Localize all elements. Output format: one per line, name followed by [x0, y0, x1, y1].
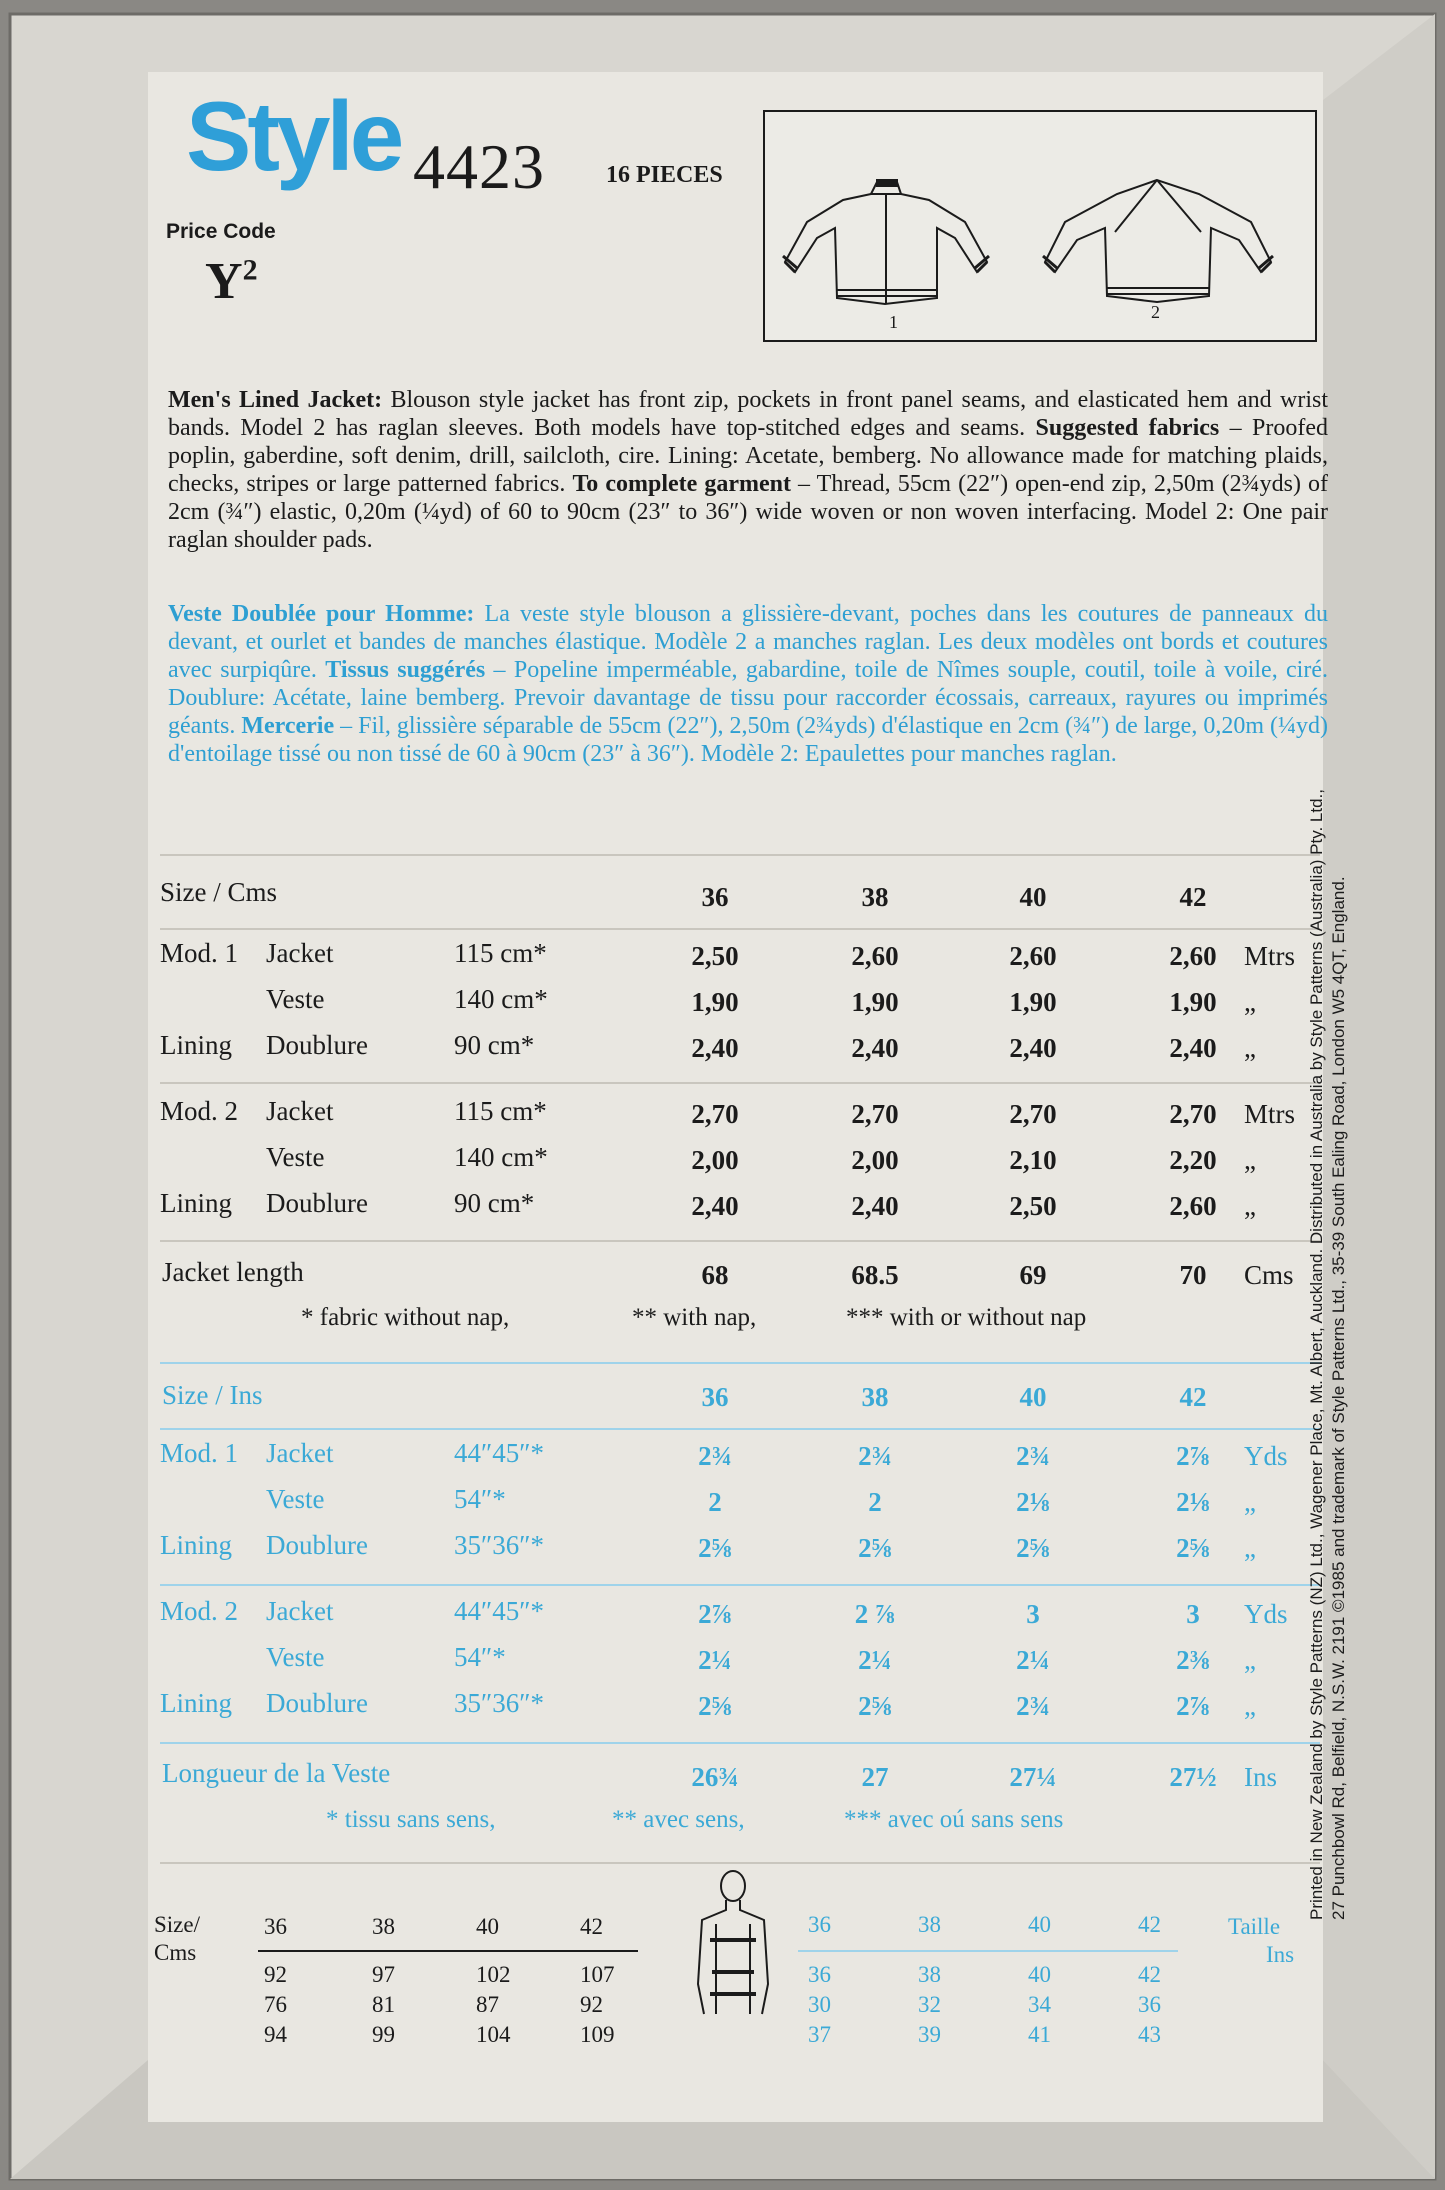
body-cm-value: 102 — [476, 1962, 511, 1987]
body-in-value: 30 — [808, 1992, 831, 2017]
metric-row-4-value: 2,20 — [1169, 1145, 1217, 1175]
body-right-label-2: Ins — [1266, 1942, 1295, 1967]
imperial-row-0-value: 2⅞ — [1176, 1441, 1210, 1471]
body-cm-size: 42 — [580, 1914, 603, 1939]
rule-imperial-mid — [160, 1584, 1320, 1586]
metric-row-2-value: 2,40 — [851, 1033, 899, 1063]
imperial-footnote-2: ** avec sens, — [612, 1806, 745, 1833]
body-left-label-2: Cms — [154, 1940, 197, 1965]
metric-row-3-value: 2,70 — [851, 1099, 899, 1129]
metric-row-3-value: 2,70 — [1169, 1099, 1217, 1129]
body-in-value: 40 — [1028, 1962, 1051, 1987]
illustration-label-2: 2 — [1151, 302, 1160, 322]
imperial-row-1-garment: Veste — [266, 1484, 325, 1514]
rule-imperial-top — [160, 1362, 1320, 1364]
rule-imperial-bottom — [160, 1742, 1320, 1744]
imperial-row-2-value: 2⅝ — [698, 1533, 732, 1563]
metric-row-3-width: 115 cm* — [454, 1096, 547, 1126]
imperial-row-4-garment: Veste — [266, 1642, 325, 1672]
rule-metric-mid — [160, 1082, 1320, 1084]
body-cm-value: 107 — [580, 1962, 615, 1987]
metric-row-4-value: 2,00 — [851, 1145, 899, 1175]
metric-length-42: 70 — [1179, 1260, 1207, 1290]
metric-row-4-unit: „ — [1244, 1145, 1256, 1175]
rule-metric-bottom — [160, 1240, 1320, 1242]
metric-row-5-value: 2,40 — [851, 1191, 899, 1221]
body-cm-value: 87 — [476, 1992, 499, 2017]
body-cm-size: 40 — [476, 1914, 499, 1939]
price-code-label: Price Code — [166, 220, 276, 243]
metric-row-1-value: 1,90 — [691, 987, 739, 1017]
body-in-value: 43 — [1138, 2022, 1161, 2047]
imperial-length-38: 27 — [861, 1762, 889, 1792]
rule-metric-top — [160, 854, 1320, 856]
metric-row-3-value: 2,70 — [1009, 1099, 1057, 1129]
body-in-value: 38 — [918, 1962, 941, 1987]
metric-row-0-width: 115 cm* — [454, 938, 547, 968]
body-cm-value: 94 — [264, 2022, 287, 2047]
metric-row-3-model: Mod. 2 — [160, 1096, 239, 1126]
metric-length-38: 68.5 — [851, 1260, 899, 1290]
body-left-label-1: Size/ — [154, 1912, 200, 1937]
imperial-row-2-value: 2⅝ — [858, 1533, 892, 1563]
body-in-rule — [798, 1950, 1178, 1952]
brand-logo: Style — [186, 81, 401, 191]
metric-row-3-garment: Jacket — [266, 1096, 334, 1126]
imperial-row-2-value: 2⅝ — [1176, 1533, 1210, 1563]
body-in-value: 36 — [808, 1962, 831, 1987]
rule-imperial-header — [160, 1428, 1320, 1430]
publisher-side-text — [1306, 789, 1350, 1920]
imperial-length-unit: Ins — [1244, 1762, 1277, 1792]
body-in-value: 36 — [1138, 1992, 1161, 2017]
imperial-row-3-width: 44″45″* — [454, 1596, 544, 1626]
imperial-size-40: 40 — [1019, 1382, 1047, 1412]
body-in-size: 40 — [1028, 1912, 1051, 1937]
body-in-value: 39 — [918, 2022, 941, 2047]
body-cm-size: 38 — [372, 1914, 395, 1939]
imperial-row-1-value: 2 — [868, 1487, 882, 1517]
imperial-row-3-value: 2 ⅞ — [854, 1599, 896, 1629]
imperial-length-36: 26¾ — [691, 1762, 739, 1792]
body-in-value: 42 — [1138, 1962, 1161, 1987]
body-right-label-1: Taille — [1228, 1914, 1281, 1939]
rule-metric-header — [160, 928, 1320, 930]
metric-row-2-unit: „ — [1244, 1033, 1256, 1063]
body-cm-value: 97 — [372, 1962, 395, 1987]
imperial-row-3-garment: Jacket — [266, 1596, 334, 1626]
metric-length-label: Jacket length — [162, 1257, 304, 1287]
description-en-fabrics-label: Suggested fabrics — [1035, 415, 1220, 441]
description-french — [168, 600, 1328, 768]
illustration-box — [763, 110, 1317, 342]
imperial-row-0-model: Mod. 1 — [160, 1438, 239, 1468]
body-in-value: 41 — [1028, 2022, 1051, 2047]
metric-row-2-model: Lining — [160, 1030, 232, 1060]
metric-size-38: 38 — [861, 882, 889, 912]
imperial-row-2-value: 2⅝ — [1016, 1533, 1050, 1563]
imperial-row-3-value: 3 — [1026, 1599, 1040, 1629]
metric-row-4-value: 2,00 — [691, 1145, 739, 1175]
imperial-row-5-value: 2⅞ — [1176, 1691, 1210, 1721]
metric-size-36: 36 — [701, 882, 729, 912]
metric-row-5-value: 2,50 — [1009, 1191, 1057, 1221]
metric-row-4-value: 2,10 — [1009, 1145, 1057, 1175]
imperial-row-0-value: 2¾ — [858, 1441, 892, 1471]
imperial-row-0-width: 44″45″* — [454, 1438, 544, 1468]
imperial-row-1-value: 2⅛ — [1016, 1487, 1050, 1517]
imperial-row-4-unit: „ — [1244, 1645, 1256, 1675]
metric-row-0-garment: Jacket — [266, 938, 334, 968]
metric-row-1-garment: Veste — [266, 984, 325, 1014]
publisher-line-2: 27 Punchbowl Rd, Belfield, N.S.W. 2191 ©1985 and trademark of Style Patterns Ltd., 35-39 South Ealing Road, London W5 4QT, England. — [1329, 876, 1348, 1920]
imperial-row-0-unit: Yds — [1244, 1441, 1288, 1471]
imperial-row-2-unit: „ — [1244, 1533, 1256, 1563]
metric-length-40: 69 — [1019, 1260, 1047, 1290]
imperial-row-1-unit: „ — [1244, 1487, 1256, 1517]
metric-row-4-garment: Veste — [266, 1142, 325, 1172]
imperial-footnote-1: * tissu sans sens, — [326, 1806, 496, 1833]
description-fr-title: Veste Doublée pour Homme: — [168, 601, 475, 627]
body-in-size: 42 — [1138, 1912, 1161, 1937]
metric-footnote-2: ** with nap, — [632, 1304, 757, 1331]
imperial-row-5-value: 2¾ — [1016, 1691, 1050, 1721]
imperial-row-1-value: 2⅛ — [1176, 1487, 1210, 1517]
metric-row-1-value: 1,90 — [1169, 987, 1217, 1017]
price-code — [205, 252, 258, 311]
imperial-row-3-unit: Yds — [1244, 1599, 1288, 1629]
metric-row-5-model: Lining — [160, 1188, 232, 1218]
imperial-length-42: 27½ — [1169, 1762, 1217, 1792]
metric-row-2-value: 2,40 — [1169, 1033, 1217, 1063]
body-cm-value: 81 — [372, 1992, 395, 2017]
imperial-row-5-value: 2⅝ — [858, 1691, 892, 1721]
imperial-footnote-3: *** avec oú sans sens — [844, 1806, 1064, 1833]
metric-row-5-garment: Doublure — [266, 1188, 368, 1218]
illustration-label-1: 1 — [889, 312, 898, 332]
metric-row-2-width: 90 cm* — [454, 1030, 535, 1060]
metric-row-1-value: 1,90 — [1009, 987, 1057, 1017]
imperial-row-5-model: Lining — [160, 1688, 232, 1718]
imperial-row-5-width: 35″36″* — [454, 1688, 544, 1718]
body-figure-icon — [688, 1864, 778, 2034]
imperial-size-36: 36 — [701, 1382, 729, 1412]
description-english — [168, 386, 1328, 554]
metric-length-unit: Cms — [1244, 1260, 1294, 1290]
imperial-row-3-value: 2⅞ — [698, 1599, 732, 1629]
imperial-row-4-value: 2¼ — [698, 1645, 732, 1675]
metric-row-0-value: 2,60 — [1169, 941, 1217, 971]
body-cm-size: 36 — [264, 1914, 287, 1939]
body-cm-value: 76 — [264, 1992, 287, 2017]
price-code-sup: 2 — [242, 253, 258, 287]
metric-row-5-value: 2,60 — [1169, 1191, 1217, 1221]
metric-row-1-unit: „ — [1244, 987, 1256, 1017]
imperial-row-0-value: 2¾ — [1016, 1441, 1050, 1471]
description-fr-notions-label: Mercerie — [241, 713, 335, 739]
imperial-size-38: 38 — [861, 1382, 889, 1412]
description-en-text3: – Thread, 55cm (22″) open-end zip, 2,50m (2¾yds) of 2cm (¾″) elastic, 0,20m (¼yd) of 60 to 90cm (23″ to 36″) wide woven or non woven interfacing. Model 2: One pair raglan shoulder pads. — [168, 471, 1328, 553]
pattern-number: 4423 — [413, 131, 545, 202]
description-fr-fabrics-label: Tissus suggérés — [325, 657, 486, 683]
imperial-row-5-garment: Doublure — [266, 1688, 368, 1718]
jacket-model-1-drawing — [783, 180, 989, 304]
metric-row-0-model: Mod. 1 — [160, 938, 239, 968]
metric-row-2-value: 2,40 — [1009, 1033, 1057, 1063]
imperial-row-5-value: 2⅝ — [698, 1691, 732, 1721]
price-code-letter: Y — [205, 253, 243, 310]
metric-row-1-width: 140 cm* — [454, 984, 548, 1014]
metric-row-4-width: 140 cm* — [454, 1142, 548, 1172]
imperial-row-4-value: 2¼ — [858, 1645, 892, 1675]
metric-length-36: 68 — [701, 1260, 729, 1290]
imperial-row-0-value: 2¾ — [698, 1441, 732, 1471]
imperial-length-40: 27¼ — [1009, 1762, 1057, 1792]
body-in-size: 38 — [918, 1912, 941, 1937]
body-in-value: 34 — [1028, 1992, 1051, 2017]
imperial-row-4-value: 2¼ — [1016, 1645, 1050, 1675]
metric-row-0-value: 2,50 — [691, 941, 739, 971]
metric-size-40: 40 — [1019, 882, 1047, 912]
imperial-length-label: Longueur de la Veste — [162, 1758, 391, 1788]
body-cm-value: 99 — [372, 2022, 395, 2047]
description-en-title: Men's Lined Jacket: — [168, 387, 383, 413]
imperial-row-2-garment: Doublure — [266, 1530, 368, 1560]
metric-footnote-3: *** with or without nap — [846, 1304, 1087, 1331]
imperial-row-4-value: 2⅜ — [1176, 1645, 1210, 1675]
metric-row-1-value: 1,90 — [851, 987, 899, 1017]
metric-row-2-garment: Doublure — [266, 1030, 368, 1060]
description-en-complete-label: To complete garment — [572, 471, 791, 497]
metric-row-3-value: 2,70 — [691, 1099, 739, 1129]
metric-footnote-1: * fabric without nap, — [301, 1304, 510, 1331]
imperial-row-3-model: Mod. 2 — [160, 1596, 239, 1626]
metric-row-2-value: 2,40 — [691, 1033, 739, 1063]
publisher-line-1: Printed in New Zealand by Style Patterns (NZ) Ltd., Wagener Place, Mt. Albert, Auckland. Distributed in Australia by Style Patterns (Australia) Pty. Ltd., — [1307, 789, 1326, 1920]
body-cm-value: 92 — [264, 1962, 287, 1987]
metric-row-3-unit: Mtrs — [1244, 1099, 1296, 1129]
imperial-row-2-width: 35″36″* — [454, 1530, 544, 1560]
description-fr-text1: La veste style blouson a glissière-devant, poches dans les coutures de panneaux du devant, et ourlet et bandes de manches élastique. Modèle 2 a manches raglan. Les deux modèles ont bords et coutures avec surpiqûre. — [168, 601, 1328, 683]
imperial-row-0-garment: Jacket — [266, 1438, 334, 1468]
body-in-value: 37 — [808, 2022, 831, 2047]
jacket-illustrations — [765, 112, 1315, 340]
metric-row-0-value: 2,60 — [851, 941, 899, 971]
metric-row-0-unit: Mtrs — [1244, 941, 1296, 971]
imperial-row-5-unit: „ — [1244, 1691, 1256, 1721]
imperial-row-2-model: Lining — [160, 1530, 232, 1560]
metric-row-5-unit: „ — [1244, 1191, 1256, 1221]
body-cm-value: 92 — [580, 1992, 603, 2017]
imperial-row-1-value: 2 — [708, 1487, 722, 1517]
jacket-model-2-drawing — [1043, 180, 1273, 302]
imperial-size-42: 42 — [1179, 1382, 1207, 1412]
description-fr-text3: – Fil, glissière séparable de 55cm (22″), 2,50m (2¾yds) d'élastique en 2cm (¾″) de large, 0,20m (¼yd) d'entoilage tissé ou non tissé de 60 à 90cm (23″ à 36″). Modèle 2: Epaulettes pour manches raglan. — [168, 713, 1328, 767]
metric-row-5-width: 90 cm* — [454, 1188, 535, 1218]
metric-row-0-value: 2,60 — [1009, 941, 1057, 971]
imperial-row-4-width: 54″* — [454, 1642, 506, 1672]
body-cm-rule — [258, 1950, 638, 1952]
body-in-size: 36 — [808, 1912, 831, 1937]
description-en-text1: Blouson style jacket has front zip, pockets in front panel seams, and elasticated hem and wrist bands. Model 2 has raglan sleeves. Both models have top-stitched edges and seams. — [168, 387, 1328, 441]
imperial-header-label: Size / Ins — [162, 1380, 263, 1410]
description-en-text2: – Proofed poplin, gaberdine, soft denim, drill, sailcloth, cire. Lining: Acetate, bemberg. No allowance made for matching plaids, checks, stripes or large patterned fabrics. — [168, 415, 1328, 497]
metric-size-42: 42 — [1179, 882, 1207, 912]
pattern-back-sheet — [148, 72, 1328, 2122]
body-in-value: 32 — [918, 1992, 941, 2017]
body-cm-value: 109 — [580, 2022, 615, 2047]
pieces-count: 16 PIECES — [606, 162, 723, 188]
imperial-row-1-width: 54″* — [454, 1484, 506, 1514]
imperial-row-3-value: 3 — [1186, 1599, 1200, 1629]
description-fr-text2: – Popeline imperméable, gabardine, toile de Nîmes souple, coutil, toile à voile, ciré. Doublure: Acétate, laine bemberg. Prevoir davantage de tissu pour raccorder écossais, carreaux, rayures ou imprimés géants. — [168, 657, 1328, 739]
metric-row-5-value: 2,40 — [691, 1191, 739, 1221]
metric-header-label: Size / Cms — [160, 877, 278, 907]
body-cm-value: 104 — [476, 2022, 511, 2047]
